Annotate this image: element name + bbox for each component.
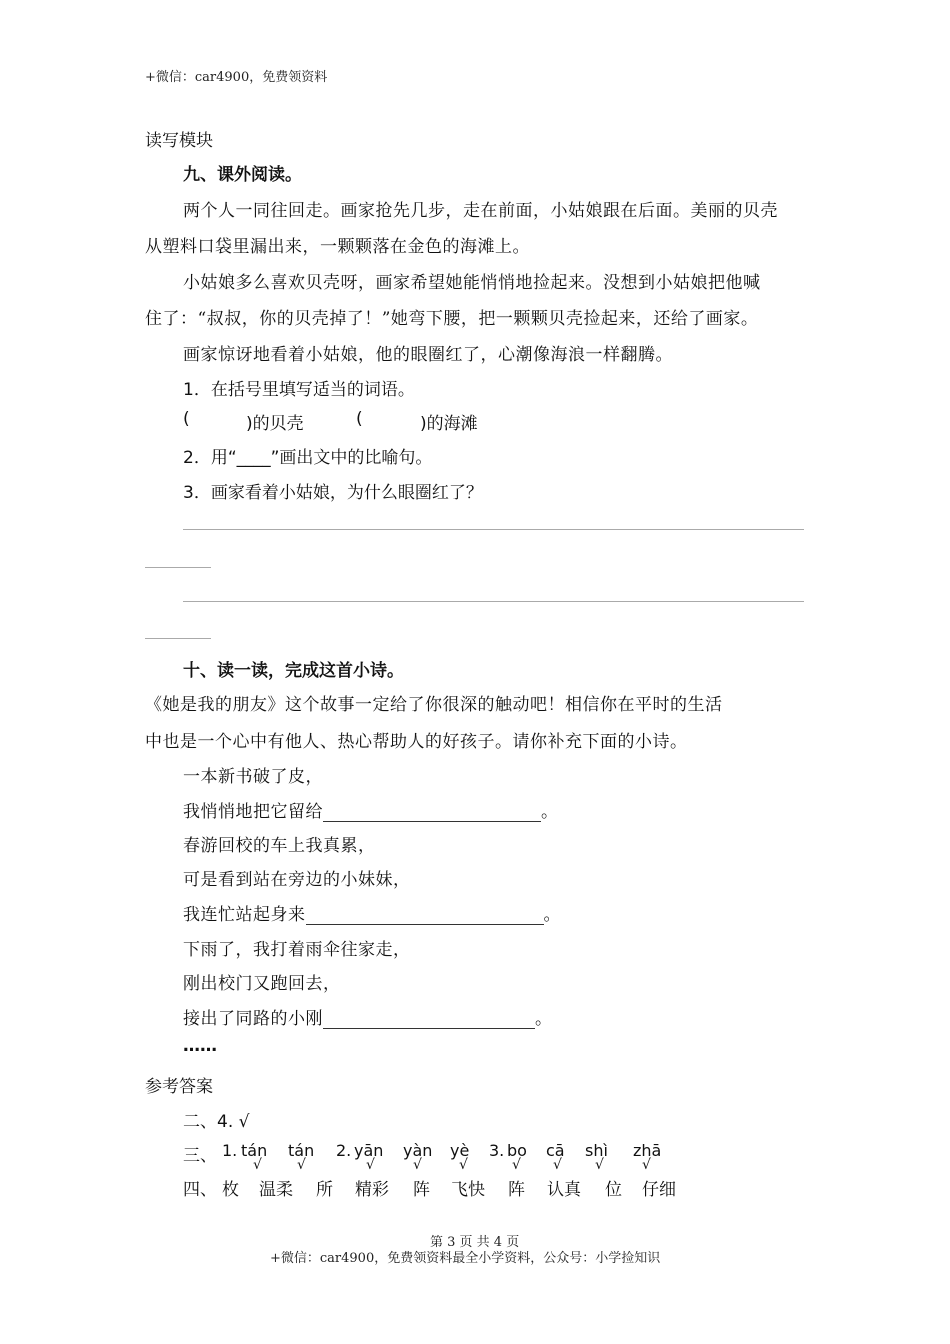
poem-line-8-text: 接出了同路的小刚 [183,1009,323,1029]
check-icon: √ [459,1157,468,1173]
answer-4-item: 认真 [547,1180,581,1200]
answer-3-item: tán [288,1141,315,1160]
q9-para1a: 两个人一同往回走。画家抢先几步，走在前面，小姑娘跟在后面。美丽的贝壳 [183,201,778,221]
answer-3-prefix: 三、 [183,1146,217,1166]
answer-line[interactable] [183,529,804,530]
poem-line-1: 一本新书破了皮， [183,767,323,787]
poem-line-4: 可是看到站在旁边的小妹妹， [183,870,411,890]
check-icon: √ [512,1157,521,1173]
answer-4-item: 仔细 [642,1180,676,1200]
poem-line-8-end: 。 [535,1009,553,1029]
q9-sub2: 2．用“____”画出文中的比喻句。 [183,448,433,468]
header-watermark: +微信：car4900，免费领资料 [145,70,328,85]
answer-4-item: 飞快 [451,1180,485,1200]
q10-intro-a: 《她是我的朋友》这个故事一定给了你很深的触动吧！相信你在平时的生活 [145,695,723,715]
answer-4-item: 阵 [508,1180,525,1200]
answer-3-item: bo [507,1141,527,1160]
answer-3-item: 2. [336,1141,352,1160]
q9-sub1-b-open: ( [356,409,363,429]
poem-line-3: 春游回校的车上我真累， [183,836,376,856]
answer-3-item: yè [450,1141,470,1160]
q10-intro-b: 中也是一个心中有他人、热心帮助人的好孩子。请你补充下面的小诗。 [145,732,688,752]
poem-line-5-text: 我连忙站起身来 [183,905,306,925]
fill-blank[interactable] [306,907,544,925]
check-icon: √ [253,1157,262,1173]
poem-line-7: 刚出校门又跑回去， [183,974,341,994]
check-icon: √ [413,1157,422,1173]
q9-para1b: 从塑料口袋里漏出来，一颗颗落在金色的海滩上。 [145,237,530,257]
check-icon: √ [366,1157,375,1173]
section-title: 读写模块 [145,131,213,151]
fill-blank[interactable] [323,804,541,822]
answer-4-item: 枚 [222,1180,239,1200]
q10-title: 十、读一读，完成这首小诗。 [183,661,404,681]
check-icon: √ [297,1157,306,1173]
poem-line-2 [183,797,559,822]
answer-3-item: shì [585,1141,608,1160]
q9-para2b: 住了：“叔叔，你的贝壳掉了！”她弯下腰，把一颗颗贝壳捡起来，还给了画家。 [145,309,759,329]
answer-line-continued[interactable] [145,567,211,568]
answer-3-item: tán [241,1141,268,1160]
answer-4-prefix: 四、 [183,1180,217,1200]
answer-3-item: yān [354,1141,384,1160]
poem-line-5 [183,900,561,925]
poem-ellipsis: …… [183,1036,217,1056]
page-number: 第 3 页 共 4 页 [430,1235,520,1250]
check-icon: √ [642,1157,651,1173]
answer-3-item: 1. [222,1141,238,1160]
answer-3-item: zhā [633,1141,662,1160]
answer-2: 二、4. √ [183,1112,250,1132]
q9-sub1-b-close: )的海滩 [420,414,478,434]
check-icon: √ [553,1157,562,1173]
poem-line-6: 下雨了，我打着雨伞往家走， [183,940,411,960]
q9-sub3: 3．画家看着小姑娘，为什么眼圈红了？ [183,483,483,503]
check-icon: √ [595,1157,604,1173]
q9-para3: 画家惊讶地看着小姑娘，他的眼圈红了，心潮像海浪一样翻腾。 [183,345,673,365]
answer-4-item: 所 [316,1180,333,1200]
q9-sub1-a-open: ( [183,409,190,429]
answer-4-item: 温柔 [259,1180,293,1200]
answer-3-item: yàn [403,1141,433,1160]
q9-title: 九、课外阅读。 [183,165,302,185]
answer-4-item: 阵 [413,1180,430,1200]
answer-3-item: cā [546,1141,565,1160]
q9-sub1: 1．在括号里填写适当的词语。 [183,380,415,400]
footer-watermark: +微信：car4900，免费领资料最全小学资料，公众号：小学捡知识 [270,1251,661,1266]
answers-title: 参考答案 [145,1077,213,1097]
fill-blank[interactable] [323,1011,535,1029]
poem-line-2-text: 我悄悄地把它留给 [183,802,323,822]
poem-line-2-end: 。 [541,802,559,822]
poem-line-8 [183,1004,553,1029]
poem-line-5-end: 。 [543,905,561,925]
answer-4-item: 位 [605,1180,622,1200]
q9-para2a: 小姑娘多么喜欢贝壳呀，画家希望她能悄悄地捡起来。没想到小姑娘把他喊 [183,273,761,293]
q9-sub1-a-close: )的贝壳 [246,414,304,434]
answer-line[interactable] [183,601,804,602]
answer-line-continued[interactable] [145,638,211,639]
answer-4-item: 精彩 [355,1180,389,1200]
answer-3-item: 3. [489,1141,505,1160]
